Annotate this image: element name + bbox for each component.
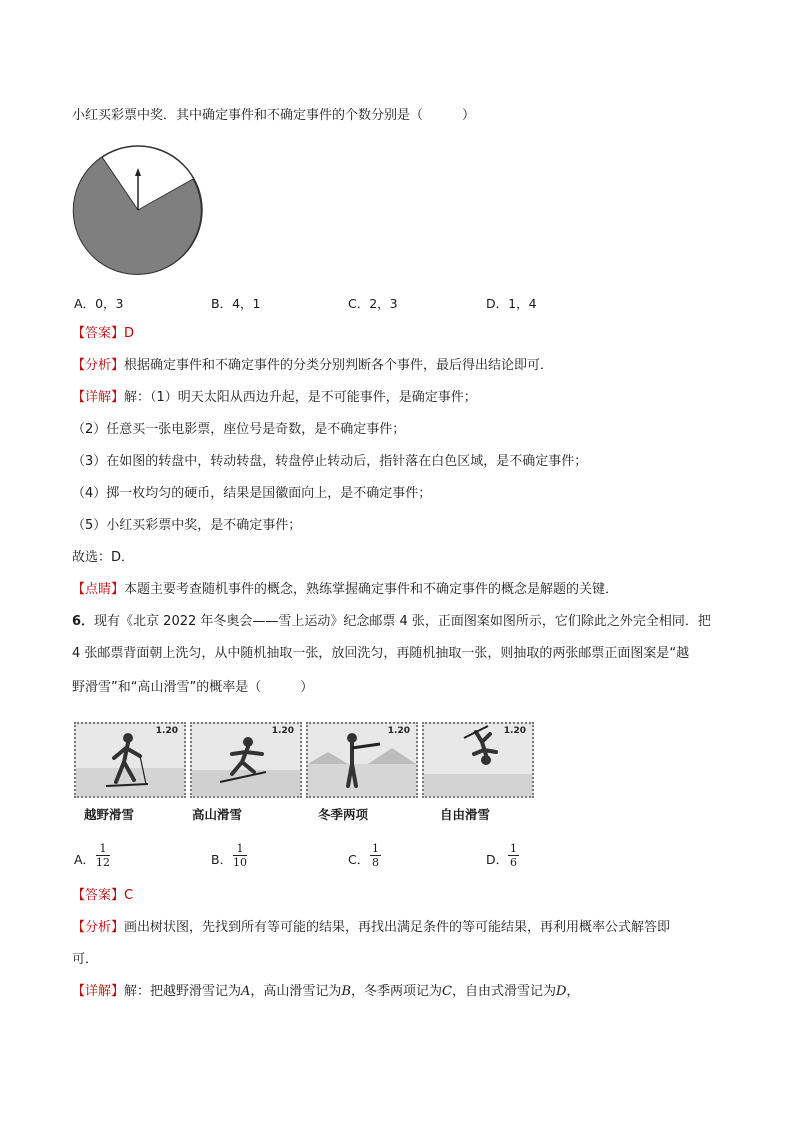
stamp-alpine: 1.20 [190,722,302,798]
q6-answer: 【答案】C [72,888,134,903]
q5-option-b: B．4，1 [211,296,261,311]
q6-option-d-letter: D． [486,852,509,867]
q5-answer: 【答案】D [72,326,135,341]
q5-detail-line-5: （5）小红买彩票中奖，是不确定事件； [72,518,302,533]
q5-detail-line-3: （3）在如图的转盘中，转动转盘，转盘停止转动后，指针落在白色区域，是不确定事件； [72,454,588,469]
q6-option-a-fraction: $\frac{1}{12}$ [96,842,110,869]
stamp-caption-3: 冬季两项 [318,807,369,822]
q6-option-b-letter: B． [211,852,233,867]
q5-comment: 【点睛】本题主要考查随机事件的概念，熟练掌握确定事件和不确定事件的概念是解题的关键． [72,582,619,597]
q6-option-d-fraction: $\frac{1}{6}$ [510,842,517,869]
stamp-caption-1: 越野滑雪 [84,807,135,822]
q5-analysis: 【分析】根据确定事件和不确定事件的分类分别判断各个事件，最后得出结论即可． [72,358,554,373]
q6-stem-line-2: 4 张邮票背面朝上洗匀，从中随机抽取一张，放回洗匀，再随机抽取一张，则抽取的两张邮票正面图案是“越 [72,646,690,661]
q6-analysis-line-2: 可． [72,952,99,967]
q6-option-b-fraction: $\frac{1}{10}$ [233,842,247,869]
q5-stem: 小红买彩票中奖．其中确定事件和不确定事件的个数分别是（ ） [72,108,476,123]
q5-detail-line-1: 【详解】解：（1）明天太阳从西边升起，是不可能事件，是确定事件； [72,390,477,405]
stamp-figure [74,722,532,800]
q6-stem-line-1: 6．现有《北京 2022 年冬奥会——雪上运动》纪念邮票 4 张，正面图案如图所示，它们除此之外完全相同．把 [72,614,711,629]
q6-analysis-line-1: 【分析】画出树状图，先找到所有等可能的结果，再找出满足条件的等可能结果，再利用概率公式解答即 [72,920,671,935]
q5-detail-line-6: 故选：D． [72,550,135,565]
q6-stem-line-3: 野滑雪”和“高山滑雪”的概率是（ ） [72,680,314,695]
stamp-caption-4: 自由滑雪 [440,807,491,822]
stamp-biathlon: 1.20 [306,722,418,798]
q6-option-c-fraction: $\frac{1}{8}$ [372,842,379,869]
stamp-caption-2: 高山滑雪 [192,807,243,822]
q6-option-a-letter: A． [74,852,96,867]
q5-detail-line-4: （4）掷一枚均匀的硬币，结果是国徽面向上，是不确定事件； [72,486,432,501]
q5-option-c: C．2，3 [348,296,398,311]
q5-detail-line-2: （2）任意买一张电影票，座位号是奇数，是不确定事件； [72,422,406,437]
q5-option-a: A．0，3 [74,296,124,311]
q6-option-c-letter: C． [348,852,370,867]
q5-option-d: D．1，4 [486,296,537,311]
stamp-cross-country: 1.20 [74,722,186,798]
stamp-freestyle: 1.20 [422,722,534,798]
spinner-figure [70,142,210,278]
q6-detail: 【详解】解：把越野滑雪记为A，高山滑雪记为B，冬季两项记为C，自由式滑雪记为D， [72,984,580,999]
